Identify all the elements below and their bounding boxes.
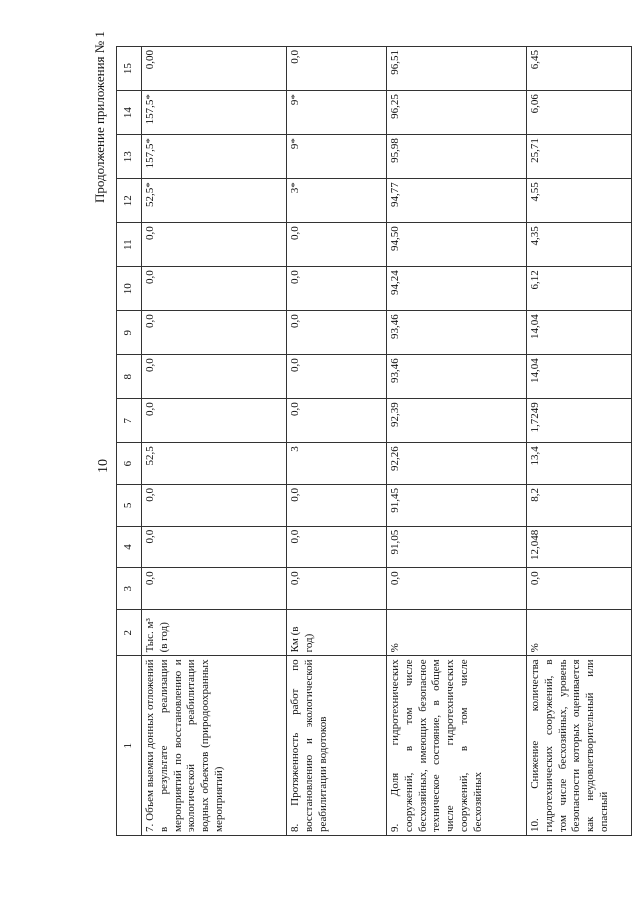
value-cell: 157,5* [142, 135, 287, 179]
value-cell: 3 [287, 443, 387, 485]
indicator-name: 7. Объем выемки донных отложений в результате реализации мероприятий по восстановлению и экологической реабилитации водных объектов (природоохранных мероприятий) [142, 656, 287, 836]
value-cell: 6,12 [527, 267, 632, 311]
col-header: 14 [117, 91, 142, 135]
value-cell: 1,7249 [527, 399, 632, 443]
value-cell: 6,06 [527, 91, 632, 135]
col-header: 9 [117, 311, 142, 355]
value-cell: 91,05 [387, 526, 527, 568]
indicator-unit: % [527, 610, 632, 656]
value-cell: 0,0 [142, 568, 287, 610]
value-cell: 0,0 [287, 355, 387, 399]
page-number: 10 [96, 459, 111, 473]
col-header: 15 [117, 47, 142, 91]
value-cell: 94,77 [387, 179, 527, 223]
value-cell: 0,0 [142, 399, 287, 443]
value-cell: 6,45 [527, 47, 632, 91]
header-row [117, 47, 142, 836]
table-row [287, 47, 387, 836]
value-cell: 14,04 [527, 355, 632, 399]
value-cell: 0,0 [142, 484, 287, 526]
value-cell: 93,46 [387, 311, 527, 355]
value-cell: 9* [287, 91, 387, 135]
value-cell: 8,2 [527, 484, 632, 526]
value-cell: 94,24 [387, 267, 527, 311]
col-header: 4 [117, 526, 142, 568]
value-cell: 0,0 [287, 484, 387, 526]
value-cell: 25,71 [527, 135, 632, 179]
col-header: 12 [117, 179, 142, 223]
indicator-name: 8. Протяженность работ по восстановлению и экологической реабилитации водотоков [287, 656, 387, 836]
value-cell: 92,26 [387, 443, 527, 485]
col-header: 5 [117, 484, 142, 526]
value-cell: 0,0 [287, 568, 387, 610]
col-header: 3 [117, 568, 142, 610]
indicator-unit: Тыс. м³ (в год) [142, 610, 287, 656]
value-cell: 52,5 [142, 443, 287, 485]
value-cell: 0,0 [287, 47, 387, 91]
value-cell: 95,98 [387, 135, 527, 179]
value-cell: 91,45 [387, 484, 527, 526]
value-cell: 4,55 [527, 179, 632, 223]
value-cell: 92,39 [387, 399, 527, 443]
value-cell: 94,50 [387, 223, 527, 267]
value-cell: 0,0 [142, 267, 287, 311]
table-row [142, 47, 287, 836]
table-row [527, 47, 632, 836]
col-header: 11 [117, 223, 142, 267]
value-cell: 96,25 [387, 91, 527, 135]
value-cell: 0,0 [287, 311, 387, 355]
value-cell: 9* [287, 135, 387, 179]
value-cell: 0,0 [287, 223, 387, 267]
col-header: 2 [117, 610, 142, 656]
value-cell: 0,00 [142, 47, 287, 91]
indicators-table [116, 46, 632, 836]
value-cell: 157,5* [142, 91, 287, 135]
value-cell: 4,35 [527, 223, 632, 267]
col-header: 13 [117, 135, 142, 179]
indicator-unit: % [387, 610, 527, 656]
indicator-unit: Км (в год) [287, 610, 387, 656]
table-row [387, 47, 527, 836]
col-header: 6 [117, 443, 142, 485]
indicator-name: 10. Снижение количества гидротехнических сооружений, в том числе бесхозяйных, уровень безопасности которых оценивается как неудовлетворительный или опасный [527, 656, 632, 836]
col-header: 1 [117, 656, 142, 836]
value-cell: 13,4 [527, 443, 632, 485]
value-cell: 93,46 [387, 355, 527, 399]
value-cell: 3* [287, 179, 387, 223]
value-cell: 52,5* [142, 179, 287, 223]
value-cell: 12,048 [527, 526, 632, 568]
col-header: 10 [117, 267, 142, 311]
value-cell: 0,0 [142, 223, 287, 267]
rotated-table-wrapper [116, 46, 608, 836]
indicator-name: 9. Доля гидротехнических сооружений, в том числе бесхозяйных, имеющих безопасное техническое состояние, в общем числе гидротехнических сооружений, в том числе бесхозяйных [387, 656, 527, 836]
value-cell: 0,0 [287, 526, 387, 568]
value-cell: 0,0 [142, 526, 287, 568]
col-header: 7 [117, 399, 142, 443]
value-cell: 14,04 [527, 311, 632, 355]
value-cell: 0,0 [142, 355, 287, 399]
value-cell: 0,0 [142, 311, 287, 355]
value-cell: 0,0 [527, 568, 632, 610]
continuation-label: Продолжение приложения № 1 [92, 31, 107, 203]
col-header: 8 [117, 355, 142, 399]
value-cell: 96,51 [387, 47, 527, 91]
value-cell: 0,0 [287, 267, 387, 311]
value-cell: 0,0 [287, 399, 387, 443]
value-cell: 0,0 [387, 568, 527, 610]
